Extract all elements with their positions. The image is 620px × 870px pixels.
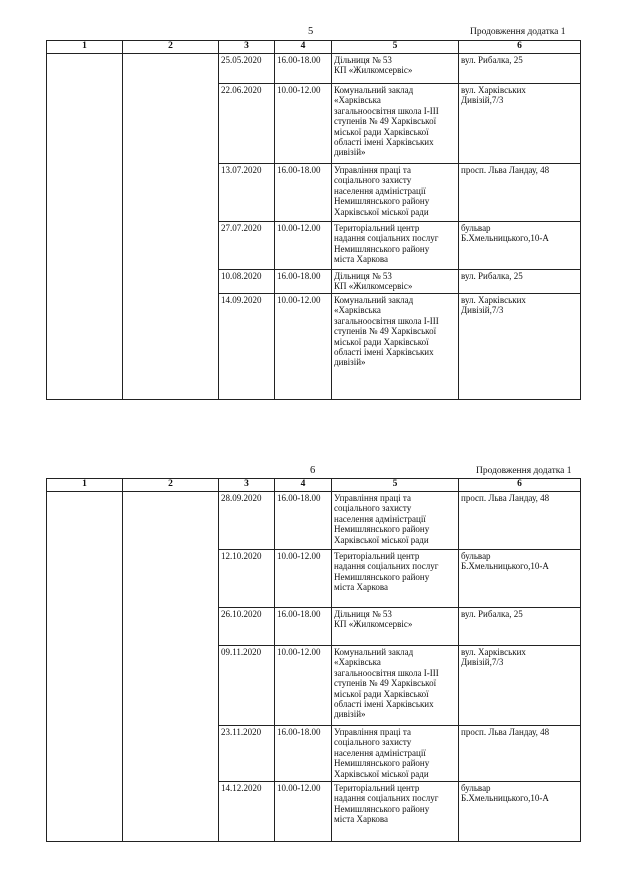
continuation-note: Продовження додатка 1 <box>476 466 572 476</box>
page-number: 6 <box>310 465 316 476</box>
place-cell: Дільниця № 53 КП «Жилкомсервіс» <box>332 270 459 294</box>
time-cell: 16.00-18.00 <box>275 492 332 550</box>
col-header: 4 <box>275 479 332 492</box>
date-cell: 25.05.2020 <box>219 54 275 84</box>
place-cell: Управління праці та соціального захисту населення адміністрації Немишлянського району Харківської міської ради <box>332 164 459 222</box>
address-cell: вул. Рибалка, 25 <box>459 270 581 294</box>
schedule-table <box>46 40 581 400</box>
place-cell: Комунальний заклад «Харківська загальноосвітня школа І-ІІІ ступенів № 49 Харківської міської ради Харківської області імені Харківських дивізій» <box>332 84 459 164</box>
place-cell: Управління праці та соціального захисту населення адміністрації Немишлянського району Харківської міської ради <box>332 492 459 550</box>
col-header: 1 <box>47 479 123 492</box>
page-number: 5 <box>308 26 314 37</box>
address-cell: вул. Харківських Дивізій,7/3 <box>459 84 581 164</box>
col-header: 2 <box>123 479 219 492</box>
table-row <box>47 492 581 550</box>
address-cell: просп. Льва Ландау, 48 <box>459 726 581 782</box>
date-cell: 14.09.2020 <box>219 294 275 400</box>
table-row <box>47 54 581 84</box>
date-cell: 23.11.2020 <box>219 726 275 782</box>
time-cell: 16.00-18.00 <box>275 608 332 646</box>
table-header-row <box>47 41 581 54</box>
place-cell: Управління праці та соціального захисту населення адміністрації Немишлянського району Харківської міської ради <box>332 726 459 782</box>
place-cell: Дільниця № 53 КП «Жилкомсервіс» <box>332 54 459 84</box>
time-cell: 16.00-18.00 <box>275 270 332 294</box>
time-cell: 10.00-12.00 <box>275 646 332 726</box>
col-header: 3 <box>219 479 275 492</box>
place-cell: Комунальний заклад «Харківська загальноосвітня школа І-ІІІ ступенів № 49 Харківської міської ради Харківської області імені Харківських дивізій» <box>332 294 459 400</box>
date-cell: 09.11.2020 <box>219 646 275 726</box>
place-cell: Територіальний центр надання соціальних послуг Немишлянського району міста Харкова <box>332 782 459 842</box>
place-cell: Комунальний заклад «Харківська загальноосвітня школа І-ІІІ ступенів № 49 Харківської міської ради Харківської області імені Харківських дивізій» <box>332 646 459 726</box>
col-header: 4 <box>275 41 332 54</box>
address-cell: вул. Харківських Дивізій,7/3 <box>459 646 581 726</box>
time-cell: 10.00-12.00 <box>275 782 332 842</box>
time-cell: 10.00-12.00 <box>275 550 332 608</box>
time-cell: 16.00-18.00 <box>275 726 332 782</box>
time-cell: 10.00-12.00 <box>275 294 332 400</box>
col-header: 5 <box>332 479 459 492</box>
col-header: 6 <box>459 41 581 54</box>
time-cell: 16.00-18.00 <box>275 164 332 222</box>
address-cell: бульвар Б.Хмельницького,10-А <box>459 782 581 842</box>
empty-cell-col1 <box>47 492 123 842</box>
date-cell: 13.07.2020 <box>219 164 275 222</box>
address-cell: бульвар Б.Хмельницького,10-А <box>459 222 581 270</box>
address-cell: вул. Рибалка, 25 <box>459 54 581 84</box>
date-cell: 10.08.2020 <box>219 270 275 294</box>
place-cell: Територіальний центр надання соціальних послуг Немишлянського району міста Харкова <box>332 222 459 270</box>
col-header: 1 <box>47 41 123 54</box>
empty-cell-col2 <box>123 492 219 842</box>
col-header: 3 <box>219 41 275 54</box>
address-cell: вул. Харківських Дивізій,7/3 <box>459 294 581 400</box>
date-cell: 27.07.2020 <box>219 222 275 270</box>
date-cell: 28.09.2020 <box>219 492 275 550</box>
empty-cell-col2 <box>123 54 219 400</box>
empty-cell-col1 <box>47 54 123 400</box>
address-cell: бульвар Б.Хмельницького,10-А <box>459 550 581 608</box>
date-cell: 26.10.2020 <box>219 608 275 646</box>
date-cell: 14.12.2020 <box>219 782 275 842</box>
schedule-table <box>46 478 581 842</box>
time-cell: 16.00-18.00 <box>275 54 332 84</box>
col-header: 2 <box>123 41 219 54</box>
address-cell: вул. Рибалка, 25 <box>459 608 581 646</box>
address-cell: просп. Льва Ландау, 48 <box>459 492 581 550</box>
address-cell: просп. Льва Ландау, 48 <box>459 164 581 222</box>
time-cell: 10.00-12.00 <box>275 222 332 270</box>
date-cell: 12.10.2020 <box>219 550 275 608</box>
date-cell: 22.06.2020 <box>219 84 275 164</box>
continuation-note: Продовження додатка 1 <box>470 27 566 37</box>
col-header: 5 <box>332 41 459 54</box>
col-header: 6 <box>459 479 581 492</box>
time-cell: 10.00-12.00 <box>275 84 332 164</box>
place-cell: Територіальний центр надання соціальних послуг Немишлянського району міста Харкова <box>332 550 459 608</box>
table-header-row <box>47 479 581 492</box>
place-cell: Дільниця № 53 КП «Жилкомсервіс» <box>332 608 459 646</box>
